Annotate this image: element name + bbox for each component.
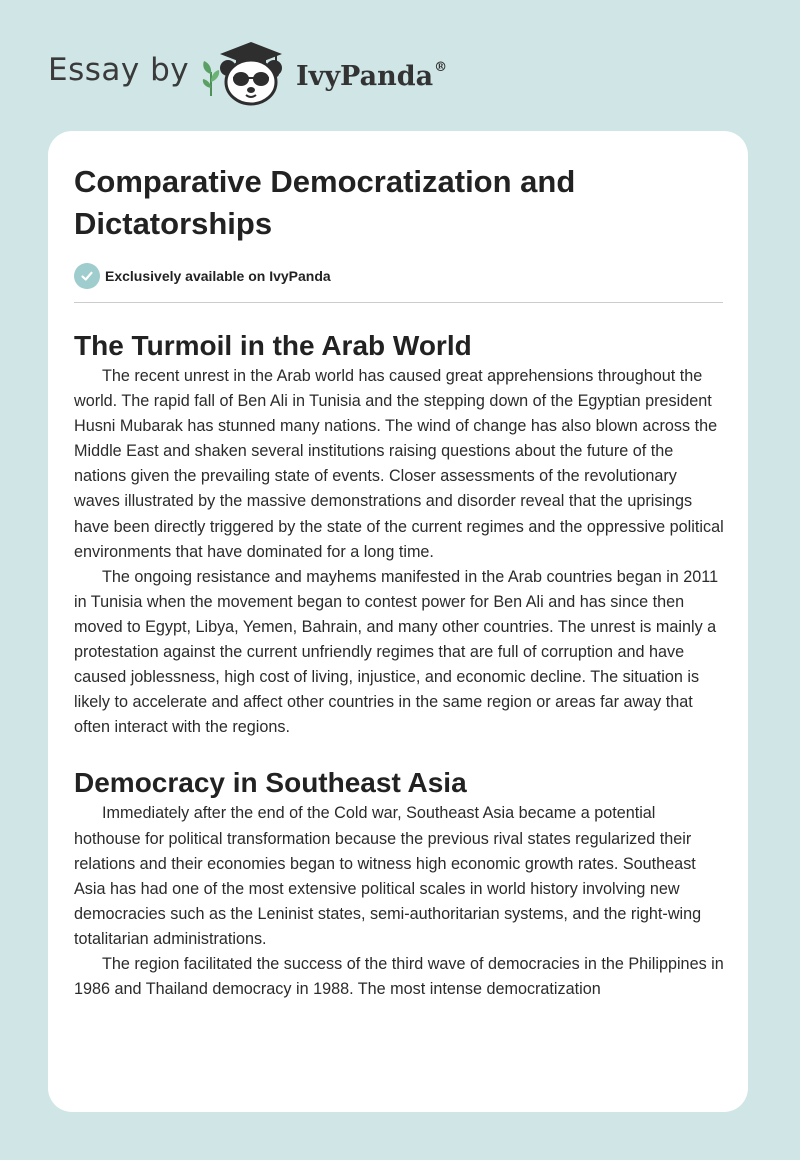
exclusive-badge: [74, 263, 724, 289]
essay-content: [74, 161, 724, 1002]
essay-title: Comparative Democratization and Dictatorships: [74, 164, 576, 241]
paragraph: The region facilitated the success of the third wave of democracies in the Philippines in 1986 and Thailand democracy in 1988. The most intense democratization: [74, 954, 724, 999]
paragraph: The ongoing resistance and mayhems manifested in the Arab countries began in 2011 in Tunisia when the movement began to contest power for Ben Ali and has since then moved to Egypt, Libya, Yemen, Bahrain, and many other countries. The unrest is mainly a protestation against the current unfriendly regimes that are full of corruption and have caused joblessness, high cost of living, injustice, and economic decline. The situation is likely to accelerate and affect other countries in the same region or areas far away that often interact with the regions.: [74, 567, 719, 737]
badge-text: Exclusively available on IvyPanda: [105, 268, 331, 284]
essay-card: [48, 131, 748, 1112]
brand-label: IvyPanda: [296, 61, 434, 92]
section-heading: The Turmoil in the Arab World: [74, 330, 472, 361]
site-header: [0, 0, 800, 130]
registered-mark: ®: [434, 60, 448, 75]
divider: [74, 302, 723, 303]
panda-logo-icon: [210, 38, 292, 108]
paragraph: Immediately after the end of the Cold war, Southeast Asia became a potential hothouse for political transformation because the previous rival states regularized their relations and their economies began to witness high economic growth rates. Southeast Asia has had one of the most extensive political scales in world history involving new democracies such as the Leninist states, semi-authoritarian systems, and the right-wing totalitarian administrations.: [74, 804, 702, 948]
check-icon: [74, 263, 100, 289]
paragraph: The recent unrest in the Arab world has caused great apprehensions throughout the world. The rapid fall of Ben Ali in Tunisia and the stepping down of the Egyptian president Husni Mubarak has stunned many nations. The wind of change has also blown across the Middle East and shaken several institutions raising questions about the future of the nations given the prevailing state of events. Closer assessments of the revolutionary waves illustrated by the massive demonstrations and disorder reveal that the uprisings have been directly triggered by the state of the current regimes and the oppressive political environments that have dominated for a long time.: [74, 367, 724, 561]
section-heading: Democracy in Southeast Asia: [74, 767, 467, 799]
brand-name: [296, 54, 447, 95]
essay-by-label: Essay by: [48, 52, 190, 88]
